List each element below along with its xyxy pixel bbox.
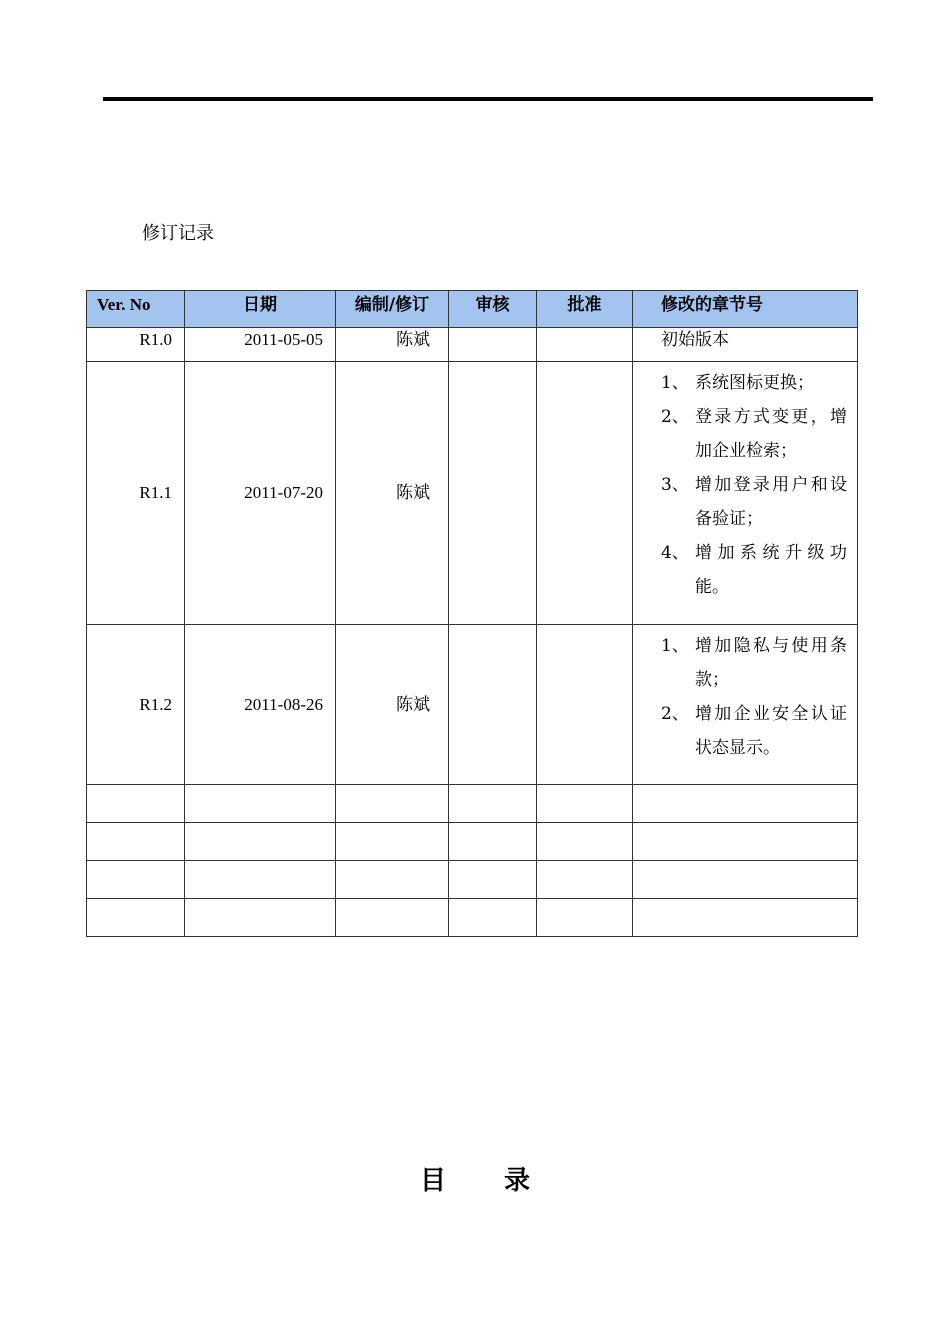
- item-text: 增加企业安全认证状态显示。: [695, 704, 847, 758]
- cell-date: 2011-08-26: [185, 625, 336, 785]
- header-author: 编制/修订: [336, 291, 449, 328]
- item-number: 4、: [661, 543, 689, 563]
- header-date: 日期: [185, 291, 336, 328]
- item-text: 登录方式变更，增加企业检索；: [695, 407, 847, 461]
- toc-title: 目录: [419, 1166, 588, 1196]
- change-list: [661, 629, 847, 765]
- item-text: 增加隐私与使用条款；: [695, 636, 847, 690]
- list-item: [661, 366, 847, 400]
- item-number: 2、: [661, 704, 689, 724]
- list-item: [661, 629, 847, 697]
- cell-author: 陈斌: [336, 625, 449, 785]
- cell-approve: [537, 362, 633, 625]
- item-number: 3、: [661, 475, 689, 495]
- cell-author: 陈斌: [336, 362, 449, 625]
- header-approve: 批准: [537, 291, 633, 328]
- cell-approve: [537, 328, 633, 362]
- cell-ver: R1.0: [87, 328, 185, 362]
- table-header-row: [87, 291, 858, 328]
- cell-review: [449, 328, 537, 362]
- list-item: [661, 468, 847, 536]
- table-row-empty: [87, 899, 858, 937]
- revision-table: [86, 290, 858, 937]
- list-item: [661, 400, 847, 468]
- list-item: [661, 697, 847, 765]
- cell-date: 2011-07-20: [185, 362, 336, 625]
- table-row-empty: [87, 861, 858, 899]
- item-number: 1、: [661, 373, 689, 393]
- cell-review: [449, 362, 537, 625]
- item-text: 增加系统升级功能。: [695, 543, 847, 597]
- table-row: [87, 625, 858, 785]
- cell-changes: 初始版本: [633, 328, 858, 362]
- header-changes: 修改的章节号: [633, 291, 858, 328]
- cell-date: 2011-05-05: [185, 328, 336, 362]
- table-row: [87, 328, 858, 362]
- list-item: [661, 536, 847, 604]
- header-rule: [103, 97, 873, 101]
- cell-changes: [633, 625, 858, 785]
- cell-changes: [633, 362, 858, 625]
- item-number: 2、: [661, 407, 689, 427]
- cell-author: 陈斌: [336, 328, 449, 362]
- item-number: 1、: [661, 636, 689, 656]
- table-row-empty: [87, 785, 858, 823]
- change-list: [661, 366, 847, 604]
- header-review: 审核: [449, 291, 537, 328]
- header-ver: Ver. No: [87, 291, 185, 328]
- item-text: 增加登录用户和设备验证；: [695, 475, 847, 529]
- table-row-empty: [87, 823, 858, 861]
- cell-approve: [537, 625, 633, 785]
- cell-review: [449, 625, 537, 785]
- item-text: 系统图标更换；: [695, 373, 814, 393]
- cell-ver: R1.2: [87, 625, 185, 785]
- cell-ver: R1.1: [87, 362, 185, 625]
- section-title: 修订记录: [142, 223, 214, 244]
- table-row: [87, 362, 858, 625]
